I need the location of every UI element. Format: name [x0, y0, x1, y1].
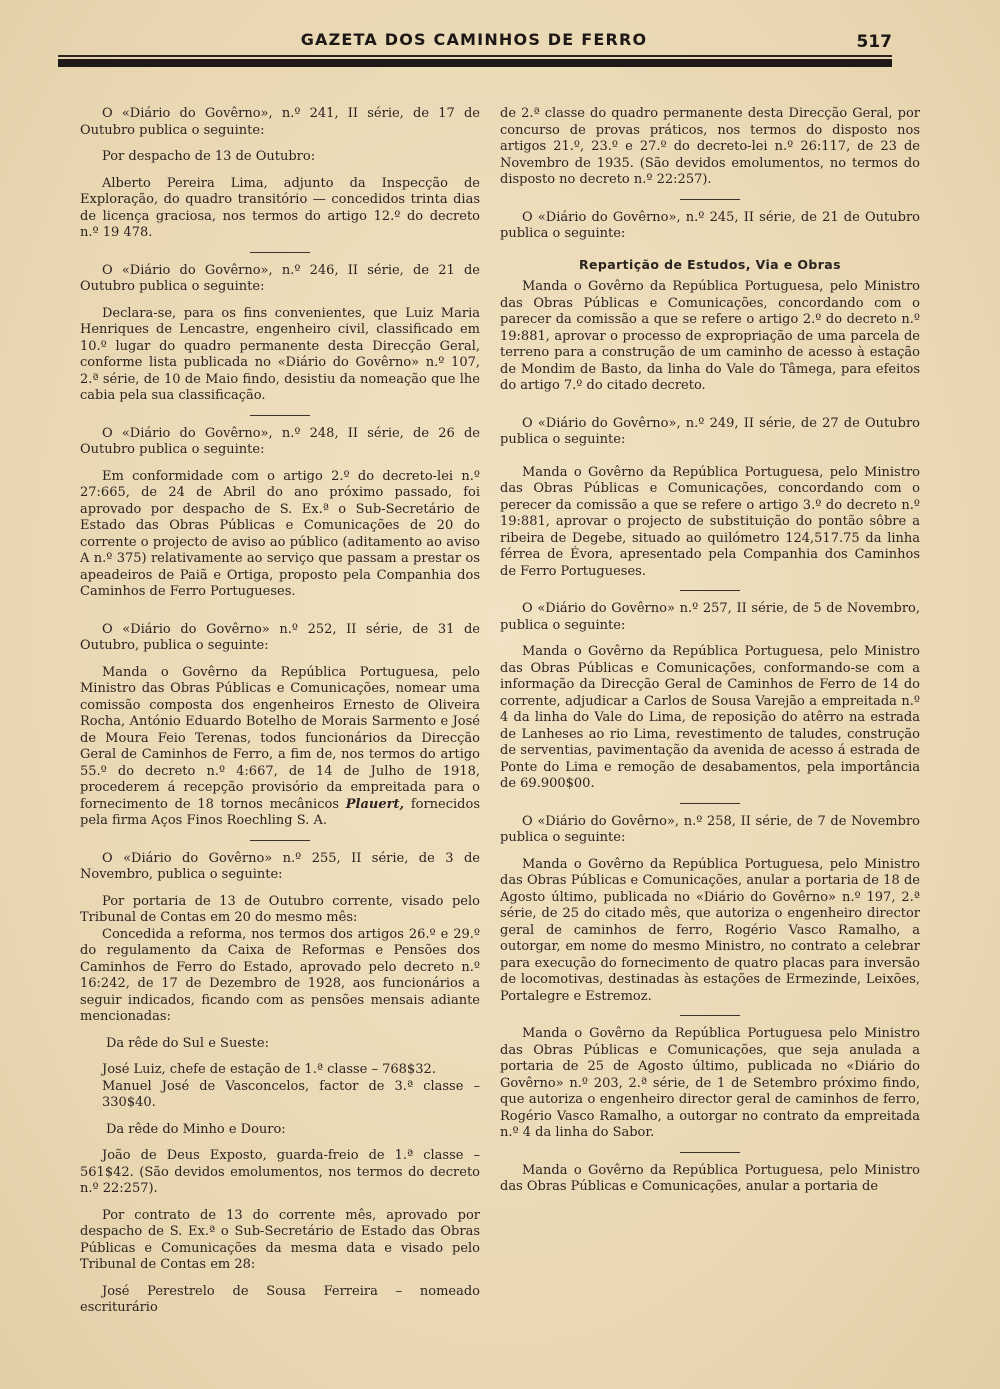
paragraph: Por despacho de 13 de Outubro: [102, 149, 316, 164]
notice-heading: O «Diário do Govêrno», n.º 248, II série, de 26 de Outubro publica o seguinte: [80, 425, 480, 457]
paragraph: Manda o Govêrno da República Portuguesa, pelo Ministro das Obras Públicas e Comunicações, anular a portaria de [500, 1162, 920, 1194]
notice-heading: O «Diário do Govêrno» n.º 252, II série, de 31 de Outubro, publica o seguinte: [80, 621, 480, 653]
paragraph: Manda o Govêrno da República Portuguesa, pelo Ministro das Obras Públicas e Comunicações, anular a portaria de 18 de Agosto último, publicada no «Diário do Govêrno» n.º 197, 2.ª série, de 25 do citado mês, que autoriza o engenheiro director geral de caminhos de ferro, Rogério Vasco Ramalho, a outorgar, em nome do mesmo Ministro, no contrato a celebrar para execução do fornecimento de quatro placas para inversão de locomotivas, destinadas às estações de Ermezinde, Leixões, Portalegre e Estremoz. [500, 856, 920, 1004]
header-rule-thick [58, 59, 892, 67]
separator-rule [680, 590, 740, 591]
list-item: João de Deus Exposto, guarda-freio de 1.ª classe – 561$42. (São devidos emolumentos, nos termos do decreto n.º 22:257). [80, 1148, 480, 1196]
separator-rule [680, 1015, 740, 1016]
paragraph: Em conformidade com o artigo 2.º do decreto-lei n.º 27:665, de 24 de Abril do ano próximo passado, foi aprovado por despacho de S. Ex.ª o Sub-Secretário de Estado das Obras Públicas e Comunicações de 20 do corrente o projecto de aviso ao público (aditamento ao aviso A n.º 375) relativamente ao serviço que passam a prestar os apeadeiros de Paiã e Ortiga, proposto pela Companhia dos Caminhos de Ferro Portugueses. [80, 468, 480, 599]
separator-rule [680, 1152, 740, 1153]
paragraph: Alberto Pereira Lima, adjunto da Inspecção de Exploração, do quadro transitório — concedidos trinta dias de licença graciosa, nos termos do artigo 12.º do decreto n.º 19 478. [80, 175, 480, 240]
paragraph-text: fornecidos pela firma Aços Finos Roechling S. A. [80, 796, 480, 828]
separator-rule [250, 840, 310, 841]
header-rule-thin [58, 55, 892, 57]
notice-heading: O «Diário do Govêrno», n.º 245, II série, de 21 de Outubro publica o seguinte: [500, 209, 920, 241]
separator-rule [680, 199, 740, 200]
brand-name: Plauert, [345, 796, 405, 812]
page-number: 517 [856, 32, 892, 52]
separator-rule [250, 252, 310, 253]
list-item: José Luiz, chefe de estação de 1.ª classe – 768$32. [102, 1062, 436, 1077]
notice-heading: O «Diário do Govêrno», n.º 249, II série, de 27 de Outubro publica o seguinte: [500, 415, 920, 447]
list-item: Manuel José de Vasconcelos, factor de 3.ª classe – 330$40. [102, 1078, 480, 1110]
separator-rule [680, 803, 740, 804]
paragraph: Por portaria de 13 de Outubro corrente, visado pelo Tribunal de Contas em 20 do mesmo mês: [80, 893, 480, 925]
paragraph [80, 665, 480, 830]
left-column [80, 106, 480, 1317]
paragraph: Manda o Govêrno da República Portuguesa, pelo Ministro das Obras Públicas e Comunicações, concordando com o parecer da comissão a que se refere o artigo 2.º do decreto n.º 19:881, aprovar o processo de expropriação de uma parcela de terreno para a construção de um caminho de acesso à estação de Mondim de Basto, da linha do Vale do Tâmega, para efeitos do artigo 7.º do citado decreto. [500, 279, 920, 393]
paragraph: Manda o Govêrno da República Portuguesa pelo Ministro das Obras Públicas e Comunicações, que seja anulada a portaria de 25 de Agosto último, publicada no «Diário do Govêrno» n.º 203, 2.ª série, de 1 de Setembro próximo findo, que autoriza o engenheiro director geral de caminhos de ferro, Rogério Vasco Ramalho, a outorgar no contrato da empreitada n.º 4 da linha do Sabor. [500, 1026, 920, 1140]
network-heading: Da rêde do Sul e Sueste: [106, 1035, 269, 1051]
publication-title: GAZETA DOS CAMINHOS DE FERRO [300, 30, 648, 49]
paragraph: Manda o Govêrno da República Portuguesa, pelo Ministro das Obras Públicas e Comunicações, concordando com o perecer da comissão a que se refere o artigo 3.º do decreto n.º 19:881, aprovar o projecto de substituição do pontão sôbre a ribeira de Degebe, situado ao quilómetro 124,517.75 da linha férrea de Évora, apresentado pela Companhia dos Caminhos de Ferro Portugueses. [500, 464, 920, 579]
section-heading: Repartição de Estudos, Via e Obras [579, 256, 841, 272]
separator-rule [250, 415, 310, 416]
paragraph: Concedida a reforma, nos termos dos artigos 26.º e 29.º do regulamento da Caixa de Reformas e Pensões dos Caminhos de Ferro do Estado, aprovado pelo decreto n.º 16:242, de 17 de Dezembro de 1928, aos funcionários a seguir indicados, ficando com as pensões mensais adiante mencionadas: [80, 926, 480, 1024]
notice-heading: O «Diário do Govêrno», n.º 241, II série, de 17 de Outubro publica o seguinte: [80, 106, 480, 138]
notice-heading: O «Diário do Govêrno», n.º 246, II série, de 21 de Outubro publica o seguinte: [80, 262, 480, 294]
paragraph-text: Manda o Govêrno da República Portuguesa, pelo Ministro das Obras Públicas e Comunicações, nomear uma comissão composta dos engenheiros Ernesto de Oliveira Rocha, António Eduardo Botelho de Morais Sarmento e José de Moura Feio Terenas, todos funcionários da Direcção Geral de Caminhos de Ferro, a fim de, nos termos do artigo 55.º do decreto n.º 4:667, de 14 de Julho de 1918, procederem á recepção provisório da empreitada para o fornecimento de 18 tornos mecânicos [80, 664, 480, 812]
notice-heading: O «Diário do Govêrno» n.º 255, II série, de 3 de Novembro, publica o seguinte: [80, 850, 480, 882]
masthead [58, 30, 890, 54]
paragraph: José Perestrelo de Sousa Ferreira – nomeado escriturário [80, 1283, 480, 1315]
paragraph: Declara-se, para os fins convenientes, que Luiz Maria Henriques de Lencastre, engenheiro civil, classificado em 10.º lugar do quadro permanente desta Direcção Geral, conforme lista publicada no «Diário do Govêrno» n.º 107, 2.ª série, de 10 de Maio findo, desistiu da nomeação que lhe cabia pela sua classificação. [80, 305, 480, 403]
paragraph: Manda o Govêrno da República Portuguesa, pelo Ministro das Obras Públicas e Comunicações, conformando-se com a informação da Direcção Geral de Caminhos de Ferro de 14 do corrente, adjudicar a Carlos de Sousa Varejão a empreitada n.º 4 da linha do Vale do Lima, de reposição do atêrro na estrada de Lanheses ao rio Lima, revestimento de taludes, construção de serventias, pavimentação da avenida de acesso á estrada de Ponte do Lima e remoção de desabamentos, pela importância de 69.900$00. [500, 644, 920, 791]
notice-heading: O «Diário do Govêrno», n.º 258, II série, de 7 de Novembro publica o seguinte: [500, 813, 920, 845]
notice-heading: O «Diário do Govêrno» n.º 257, II série, de 5 de Novembro, publica o seguinte: [500, 601, 920, 633]
right-column [500, 106, 920, 1196]
paragraph: de 2.ª classe do quadro permanente desta Direcção Geral, por concurso de provas práticos, nos termos do disposto nos artigos 21.º, 23.º e 27.º do decreto-lei n.º 26:117, de 23 de Novembro de 1935. (São devidos emolumentos, no termos do disposto no decreto n.º 22:257). [500, 106, 920, 187]
paragraph: Por contrato de 13 do corrente mês, aprovado por despacho de S. Ex.ª o Sub-Secretário de Estado das Obras Públicas e Comunicações da mesma data e visado pelo Tribunal de Contas em 28: [80, 1207, 480, 1272]
network-heading: Da rêde do Minho e Douro: [106, 1121, 286, 1137]
